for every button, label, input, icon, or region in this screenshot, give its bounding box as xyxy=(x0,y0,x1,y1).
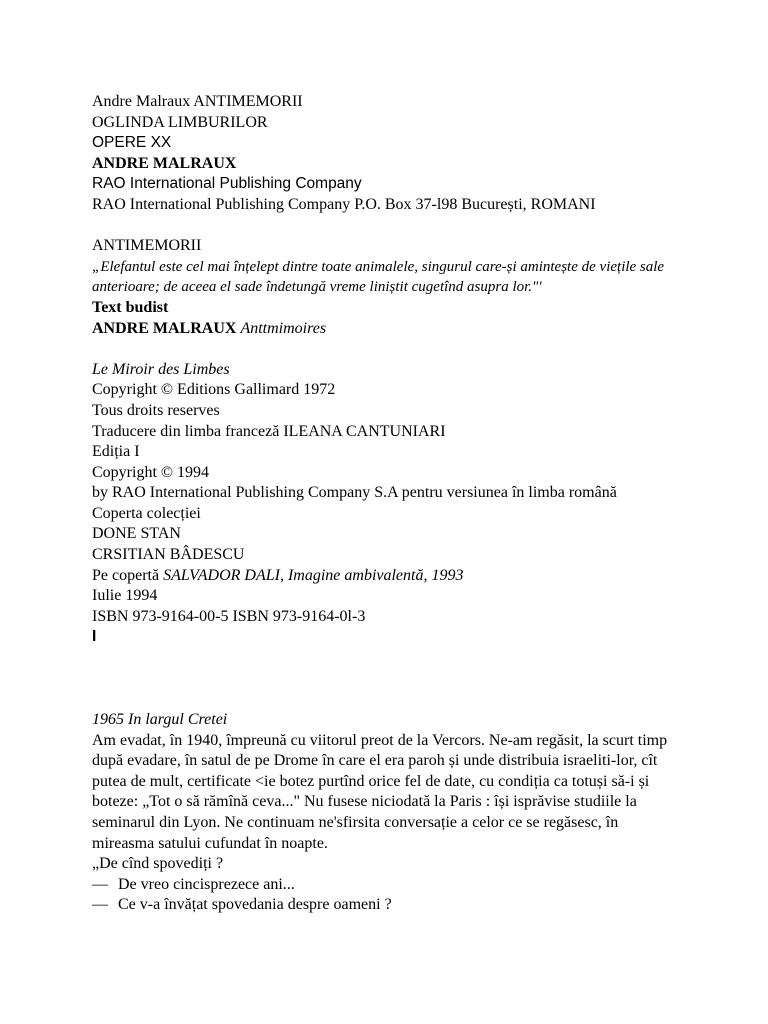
epigraph-source: Text budist xyxy=(92,298,169,316)
cover-art-label: Pe copertă xyxy=(92,566,160,584)
dialogue-dash: — xyxy=(92,875,108,893)
original-author-line xyxy=(92,319,732,340)
designer-name: CRSITIAN BÂDESCU xyxy=(92,546,245,564)
publication-date: Iulie 1994 xyxy=(92,587,158,605)
original-title: Anttmimoires xyxy=(240,319,327,337)
dialogue-question xyxy=(92,895,732,916)
epigraph-title: ANTIMEMORII xyxy=(92,237,202,255)
publisher-line: RAO International Publishing Company xyxy=(92,175,362,193)
section-marker: I xyxy=(92,628,97,646)
isbn-line: ISBN 973-9164-00-5 ISBN 973-9164-0l-3 xyxy=(92,607,366,625)
author-line: ANDRE MALRAUX xyxy=(92,154,237,172)
publisher-note: by RAO International Publishing Company S.A pentru versiunea în limba română xyxy=(92,484,617,502)
cover-collection-label: Coperta colecției xyxy=(92,504,201,522)
spacer xyxy=(92,648,732,710)
cover-art-line xyxy=(92,566,732,587)
original-subtitle: Le Miroir des Limbes xyxy=(92,360,230,378)
spacer xyxy=(92,339,732,360)
cover-art-title: SALVADOR DALI, Imagine ambivalentă, 1993 xyxy=(163,566,464,584)
translation-line: Traducere din limba franceză ILEANA CANTUNIARI xyxy=(92,422,446,440)
document-page xyxy=(92,92,732,916)
original-author: ANDRE MALRAUX xyxy=(92,319,237,337)
copyright-romanian: Copyright © 1994 xyxy=(92,463,210,481)
rights-line: Tous droits reserves xyxy=(92,401,220,419)
dialogue-question-text: Ce v-a învățat spovedania despre oameni ? xyxy=(118,896,392,914)
designer-name: DONE STAN xyxy=(92,525,181,543)
chapter-heading: 1965 In largul Cretei xyxy=(92,711,228,729)
copyright-original: Copyright © Editions Gallimard 1972 xyxy=(92,381,336,399)
series-line: OPERE XX xyxy=(92,134,172,152)
epigraph-quote: „Elefantul este cel mai înțelept dintre toate animalele, singurul care-și amintește de viețile sale anterioare; de aceea el sade îndetungă vreme liniștit cugetînd asupra lor."' xyxy=(92,258,665,296)
publisher-address-line: RAO International Publishing Company P.O. Box 37-l98 București, ROMANI xyxy=(92,195,596,213)
dialogue-answer-text: De vreo cincisprezece ani... xyxy=(118,875,295,893)
dialogue-answer xyxy=(92,875,732,896)
chapter-paragraph: Am evadat, în 1940, împreună cu viitorul preot de la Vercors. Ne-am regăsit, la scurt timp după evadare, în satul de pe Drome în care el era paroh și unde distribuia israeliti-lor, cît putea de mult, certificate <ie botez purtînd orice fel de date, cu condiția ca totuși să-i și boteze: „Tot o să rămînă ceva..." Nu fusese niciodată la Paris : își isprăvise studiile la seminarul din Lyon. Ne continuam ne'sfirsita conversație a celor ce se regăsesc, în mireasma satului cufundat în noapte. xyxy=(92,731,668,852)
dialogue-question: „De cînd spovediți ? xyxy=(92,855,224,873)
book-title-line: Andre Malraux ANTIMEMORII xyxy=(92,93,303,110)
edition-line: Ediția I xyxy=(92,443,140,461)
subtitle-line: OGLINDA LIMBURILOR xyxy=(92,113,268,131)
spacer xyxy=(92,216,732,237)
dialogue-dash: — xyxy=(92,896,108,914)
